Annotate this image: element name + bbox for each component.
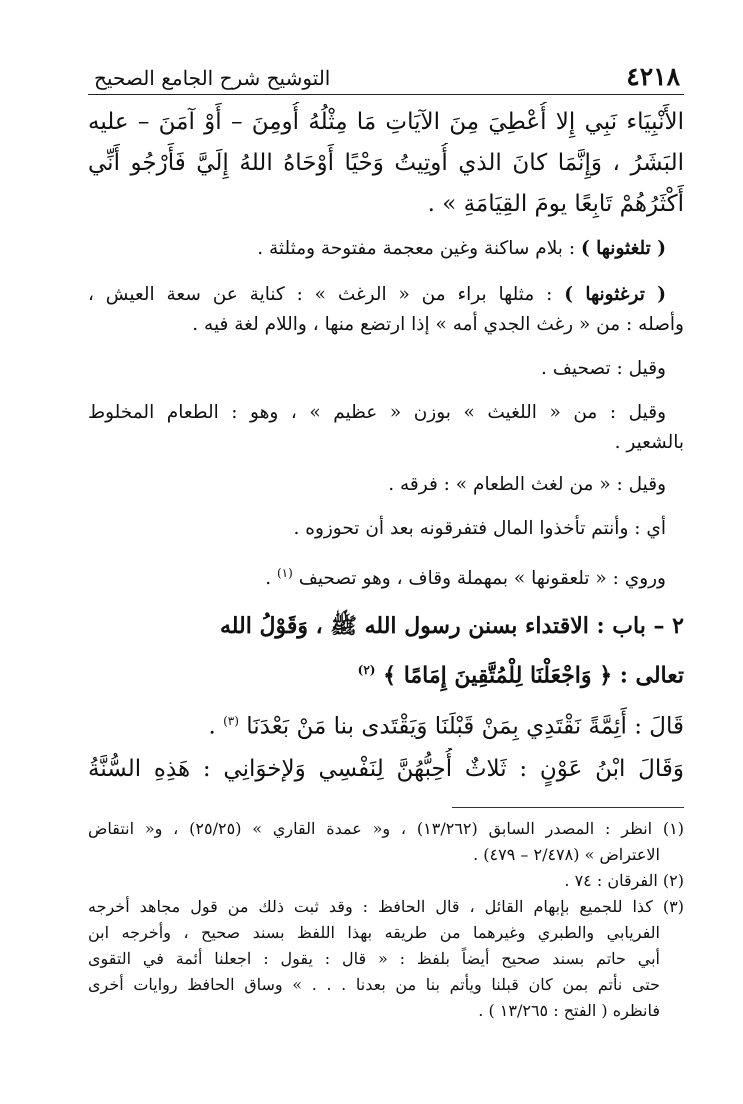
- footnote-line: (٣) كذا للجميع بإبهام القائل ، قال الحافظ : وقد ثبت ذلك من قول مجاهد أخرجه: [88, 897, 684, 916]
- term-keyword: ( ترغثونها ): [564, 284, 666, 305]
- page-header: [88, 58, 684, 92]
- hadith-line: أَكْثَرُهُمْ تَابِعًا يومَ القِيَامَةِ » .: [427, 191, 684, 217]
- paragraph-line: وقيل : تصحيف .: [541, 358, 666, 379]
- hadith-line: الأَنْبِيَاء نَبِي إِلا أُعْطِيَ مِنَ الآيَاتِ مَا مِثْلُهُ أُومِنَ – أَوْ آمَنَ – عليه: [88, 109, 684, 135]
- footnote-3: [88, 894, 684, 1024]
- hadith-line: البَشَرُ ، وَإِنَّمَا كانَ الذي أُوتِيتُ وَحْيًا أَوْحَاهُ اللهُ إِلَيَّ فَأَرْجُو أَنِّي: [88, 150, 684, 176]
- paragraph-line: وقيل : من « اللغيث » بوزن « عظيم » ، وهو : الطعام المخلوط: [88, 402, 666, 423]
- footnotes: [88, 816, 684, 1024]
- paragraph-allaghith: [88, 398, 684, 458]
- paragraph-laghth: [88, 470, 684, 500]
- narration-line: قَالَ : أَئِمَّةً نَقْتَدِي بِمَنْ قَبْلَنَا وَيَقْتَدى بنا مَنْ بَعْدَنَا: [246, 713, 684, 740]
- footnote-ref: (١): [276, 566, 293, 580]
- paragraph-taltghathunaha: [88, 234, 684, 264]
- page-number: ٤٢١٨: [626, 62, 680, 91]
- term-explanation: : بلام ساكنة وغين معجمة مفتوحة ومثلثة .: [257, 238, 581, 259]
- hadith-text: [88, 102, 684, 225]
- chapter-heading: [88, 604, 684, 697]
- paragraph-line: وأصله : من « رغث الجدي أمه » إذا ارتضع منها ، واللام لغة فيه .: [192, 314, 684, 335]
- footnote-line: الفريابي والطبري وغيرهما من طريقه بهذا اللفظ بسند صحيح ، وأخرجه ابن: [88, 923, 660, 942]
- footnote-line: حتى نأتم بمن كان قبلنا ويأتم بنا من بعدنا . . . » وساق الحافظ روايات أخرى: [88, 975, 660, 994]
- narration-text: قَالَ : أَئِمَّةً نَقْتَدِي بِمَنْ قَبْلَنَا وَيَقْتَدى بنا مَنْ بَعْدَنَا $^{(٣)}$ . وَقَالَ ابْنُ عَوْنٍ : ثَلاثٌ أُحِبُّهُنَّ لِنَفْسِي وَلإخوَانِي : هَذِهِ السُّنَّةُ: [88, 700, 684, 790]
- footnote-line: (٢) الفرقان : ٧٤ .: [564, 871, 684, 890]
- paragraph-riwaya: وروي : « تلعقونها » بمهملة وقاف ، وهو تصحيف $^{(١)}$ .: [265, 566, 666, 590]
- footnote-line: فانظره ( الفتح : ١٣/٢٦٥ ) .: [478, 1001, 660, 1020]
- paragraph-line: بالشعير .: [614, 432, 684, 453]
- footnote-line: أبي حاتم بسند صحيح أيضاً بلفظ : « قال : يقول : اجعلنا أئمة في التقوى: [88, 949, 660, 968]
- footnote-ref: (٢): [357, 663, 376, 677]
- term-keyword: ( تلغثونها ): [580, 238, 666, 259]
- paragraph-tashif: [88, 354, 684, 384]
- paragraph-targhathunaha: [88, 280, 684, 340]
- footnote-line: الاعتراض » (٢/٤٧٨ – ٤٧٩) .: [473, 845, 660, 864]
- footnote-line: (١) انظر : المصدر السابق (١٣/٢٦٢) ، و« عمدة القاري » (٢٥/٢٥) ، و« انتقاض: [88, 819, 684, 838]
- chapter-title-line: تعالى : ﴿ وَاجْعَلْنَا لِلْمُتَّقِينَ إِمَامًا ﴾: [383, 662, 684, 689]
- term-explanation: : مثلها براء من « الرغث » : كناية عن سعة العيش ،: [88, 284, 565, 305]
- chapter-title-line: ٢ – باب : الاقتداء بسنن رسول الله ﷺ ، وَقَوْلُ الله: [219, 613, 684, 639]
- running-title: التوشيح شرح الجامع الصحيح: [94, 66, 331, 90]
- header-rule: [88, 94, 684, 95]
- paragraph-tafarruq: [88, 514, 684, 544]
- footnote-1: [88, 816, 684, 868]
- footnote-2: [88, 868, 684, 894]
- narration-line: وَقَالَ ابْنُ عَوْنٍ : ثَلاثٌ أُحِبُّهُنَّ لِنَفْسِي وَلإخوَانِي : هَذِهِ السُّنَّةُ: [88, 755, 684, 782]
- footnote-ref: (٣): [223, 714, 239, 728]
- footnote-separator: [452, 807, 684, 808]
- paragraph-line: وقيل : « من لغث الطعام » : فرقه .: [388, 474, 666, 495]
- book-page: [88, 58, 684, 1058]
- paragraph-line: وروي : « تلعقونها » بمهملة وقاف ، وهو تصحيف: [298, 568, 666, 590]
- paragraph-line: أي : وأنتم تأخذوا المال فتفرقونه بعد أن تحوزوه .: [293, 518, 666, 539]
